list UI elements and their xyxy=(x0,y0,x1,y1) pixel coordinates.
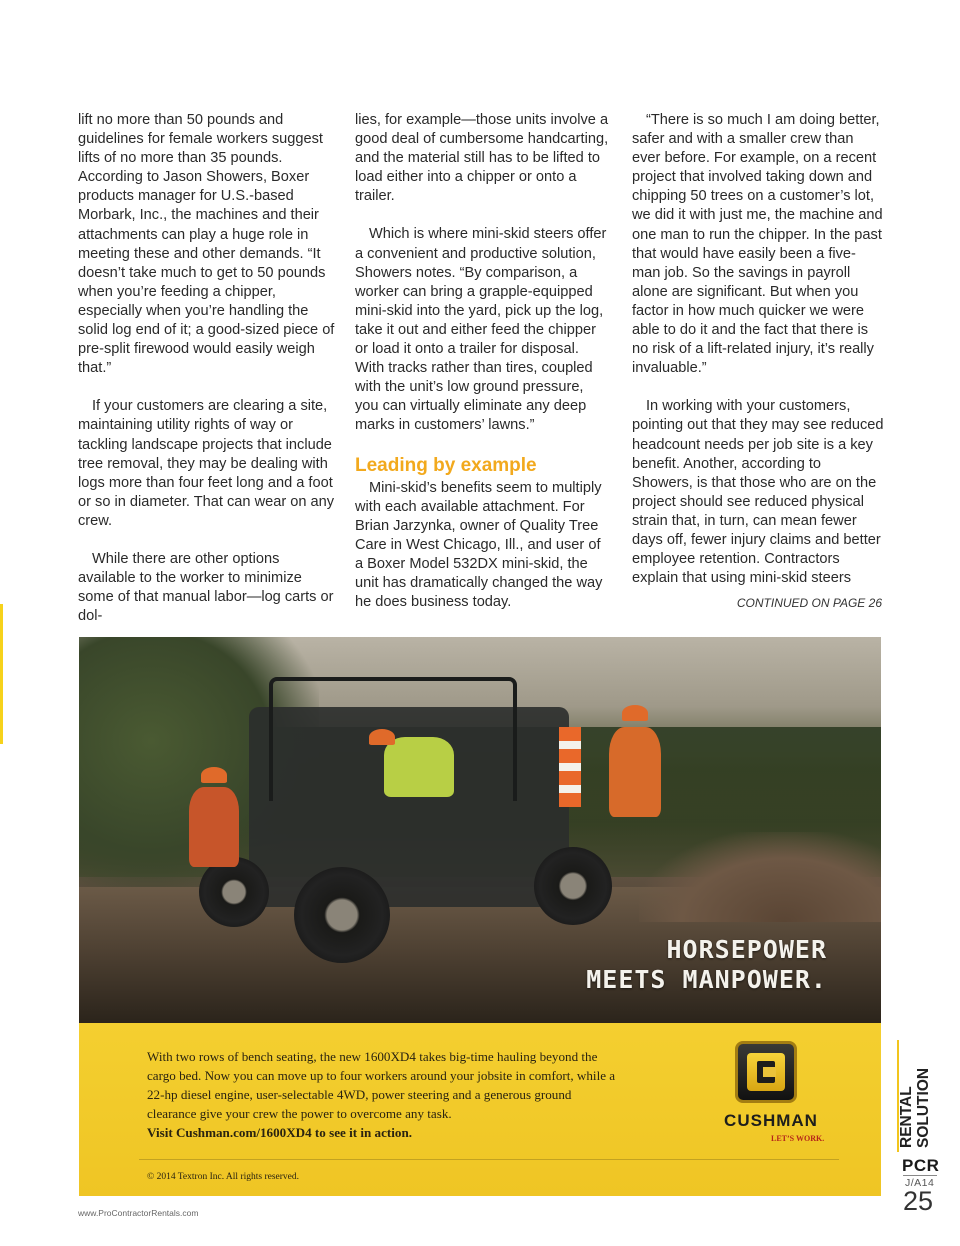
article-paragraph: Mini-skid’s benefits seem to multiply with each available attachment. For Brian Jarzynka, owner of Quality Tree Care in West Chicago, Ill., and user of a Boxer Model 532DX mini-skid, the unit has dramatically changed the way he does business today. xyxy=(355,479,603,611)
section-label xyxy=(898,1068,932,1148)
ad-headline xyxy=(79,935,881,995)
section-label-line: SOLUTION xyxy=(915,1067,932,1148)
ad-divider xyxy=(139,1159,839,1160)
ad-copyright: © 2014 Textron Inc. All rights reserved. xyxy=(147,1172,300,1182)
continued-notice: CONTINUED ON PAGE 26 xyxy=(736,596,882,610)
ad-headline-line: MEETS MANPOWER. xyxy=(586,965,827,994)
hard-hat xyxy=(369,729,395,745)
article-paragraph: “There is so much I am doing better, safer and with a smaller crew than ever before. For example, on a recent project that involved taking down and chipping 50 trees on a customer’s lot, we did it with just me, the machine and one man to run the chipper. In the past that would have easily been a five-man job. So the savings in payroll alone are significant. But when you factor in how much quicker we were able to do it and the fact that there is no risk of a lift-related injury, it’s really invaluable.” xyxy=(632,112,883,377)
cushman-advertisement[interactable] xyxy=(79,637,881,1196)
ad-photo-utility-vehicle xyxy=(79,637,881,1023)
hard-hat xyxy=(622,705,648,721)
page-number: 25 xyxy=(903,1186,934,1216)
article-paragraph: lies, for example—those units involve a good deal of cumbersome handcarting, and the material still has to be lifted to load either into a chipper or onto a trailer. xyxy=(355,112,609,205)
article-paragraph: In working with your customers, pointing out that they may see reduced headcount needs per job site is a key benefit. Another, according to Showers, is that those who are on the project should see reduced physical strain that, in turn, can mean fewer days off, fewer injury claims and better employee retention. Contractors explain that using mini-skid steers xyxy=(632,398,884,587)
rear-wheel xyxy=(534,847,612,925)
page-edge-tab xyxy=(0,604,3,744)
worker-orange-vest xyxy=(189,787,239,867)
front-left-wheel xyxy=(199,857,269,927)
article-column-1 xyxy=(78,111,340,645)
article-column-2 xyxy=(355,111,610,631)
brand-tagline: LET’S WORK. xyxy=(771,1134,825,1143)
article-paragraph: lift no more than 50 pounds and guidelines for female workers suggest lifts of no more than 35 pounds. According to Jason Showers, Boxer products manager for U.S.-based Morbark, Inc., the machines and their attachments can play a huge role in meeting these and other demands. “It doesn’t take much to get to 50 pounds when you’re feeding a chipper, especially when you’re handling the solid log end of it; a good-sized piece of pre-split firewood would easily weigh that.” xyxy=(78,112,335,377)
hard-hat xyxy=(201,767,227,783)
issue-date: J/A14 xyxy=(905,1177,935,1189)
article-paragraph: Which is where mini-skid steers offer a convenient and productive solution, Showers notes. “By comparison, a worker can bring a grapple-equipped mini-skid into the yard, pick up the log, take it out and either feed the chipper or load it onto a trailer for disposal. With tracks rather than tires, coupled with the unit’s low ground pressure, you can virtually eliminate any deep marks in customers’ lawns.” xyxy=(355,226,607,434)
issue-divider xyxy=(903,1175,937,1176)
cushman-logo[interactable] xyxy=(701,1041,841,1151)
ad-headline-line: HORSEPOWER xyxy=(666,935,827,964)
worker-orange-vest xyxy=(609,727,661,817)
dirt-pile xyxy=(639,832,881,922)
section-subheading: Leading by example xyxy=(355,454,537,476)
ad-cta-link[interactable]: Visit Cushman.com/1600XD4 to see it in action. xyxy=(147,1125,413,1140)
article-column-3 xyxy=(632,111,884,607)
publication-abbrev: PCR xyxy=(902,1156,940,1175)
brand-name: CUSHMAN xyxy=(724,1111,818,1130)
ad-body-text xyxy=(147,1047,617,1142)
ad-body-copy: With two rows of bench seating, the new 1600XD4 takes big-time hauling beyond the cargo bed. Now you can move up to four workers around your jobsite in comfort, while a 22-hp diesel engine, user-selectable 4WD, power steering and a generous ground clearance give your crew the power to overcome any task. xyxy=(147,1049,616,1121)
worker-yellow-vest xyxy=(384,737,454,797)
footer-url[interactable]: www.ProContractorRentals.com xyxy=(78,1208,199,1218)
traffic-barrel xyxy=(559,727,581,807)
article-paragraph: While there are other options available to the worker to minimize some of that manual labor—log carts or dol- xyxy=(78,550,334,625)
article-paragraph: If your customers are clearing a site, maintaining utility rights of way or tackling landscape projects that include tree removal, they may be dealing with logs more than four feet long and a foot or so in diameter. That can wear on any crew. xyxy=(78,398,335,529)
section-label-line: RENTAL xyxy=(898,1086,915,1148)
cushman-c-badge-icon xyxy=(735,1041,797,1103)
ad-yellow-band xyxy=(79,1023,881,1196)
